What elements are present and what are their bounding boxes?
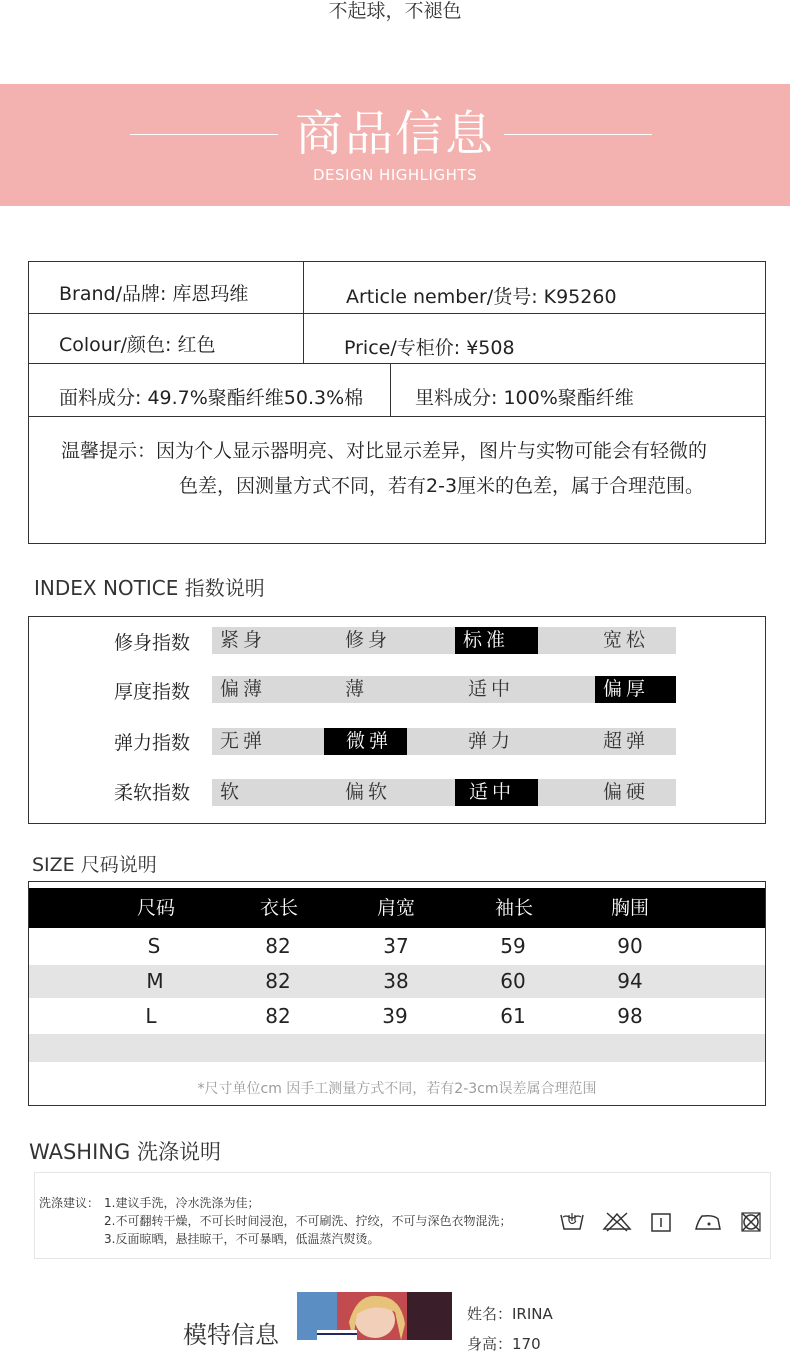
- index-scale: [212, 627, 676, 654]
- table-row: [29, 965, 765, 998]
- banner-title: 商品信息: [294, 106, 495, 162]
- index-option: 偏软: [345, 781, 392, 803]
- index-option: 修身: [345, 629, 392, 651]
- size-cell: S: [147, 934, 161, 958]
- size-cell: 82: [265, 969, 291, 993]
- index-option: 软: [220, 781, 244, 803]
- index-option-selected: 适中: [455, 779, 538, 806]
- size-cell: M: [146, 969, 164, 993]
- size-cell: L: [145, 1004, 157, 1028]
- fabric-cell: 面料成分: 49.7%聚酯纤维50.3%棉: [59, 387, 364, 409]
- table-row: [29, 930, 765, 963]
- divider: [390, 363, 391, 416]
- divider: [29, 313, 765, 314]
- index-option: 弹力: [468, 730, 515, 752]
- size-cell: 90: [617, 934, 643, 958]
- index-scale: [212, 676, 676, 703]
- size-cell: 82: [265, 934, 291, 958]
- index-option-selected: 微弹: [324, 728, 407, 755]
- index-label: 修身指数: [114, 632, 191, 654]
- size-cell: 37: [383, 934, 409, 958]
- lining-cell: 里料成分: 100%聚酯纤维: [415, 387, 634, 409]
- hand-wash-icon: [559, 1211, 585, 1233]
- header-cell: 衣长: [259, 897, 298, 919]
- washing-line: 3.反面晾晒，悬挂晾干，不可暴晒，低温蒸汽熨烫。: [104, 1232, 380, 1246]
- index-option: 适中: [468, 678, 515, 700]
- header-cell: 袖长: [494, 897, 533, 919]
- size-cell: 98: [617, 1004, 643, 1028]
- size-cell: 60: [500, 969, 526, 993]
- washing-label: 洗涤建议：: [39, 1196, 100, 1210]
- no-bleach-icon: [602, 1211, 632, 1233]
- table-row: [29, 1034, 765, 1062]
- divider: [29, 416, 765, 417]
- colour-cell: Colour/颜色: 红色: [59, 334, 216, 356]
- header-cell: 肩宽: [376, 897, 415, 919]
- notice-line-1: 温馨提示：因为个人显示器明亮、对比显示差异，图片与实物可能会有轻微的: [61, 440, 708, 462]
- notice-line-2: 色差，因测量方式不同，若有2-3厘米的色差，属于合理范围。: [179, 475, 705, 497]
- size-table-header: [29, 888, 765, 928]
- size-cell: 61: [500, 1004, 526, 1028]
- washing-line: 2.不可翻转干燥，不可长时间浸泡，不可刷洗、拧绞，不可与深色衣物混洗；: [104, 1214, 512, 1228]
- index-table: [28, 616, 766, 824]
- size-cell: 38: [383, 969, 409, 993]
- banner-subtitle: DESIGN HIGHLIGHTS: [312, 166, 478, 184]
- washing-title: WASHING 洗涤说明: [29, 1140, 221, 1164]
- index-scale: [212, 728, 676, 755]
- index-notice-title: INDEX NOTICE 指数说明: [34, 576, 265, 600]
- model-photo: [297, 1292, 452, 1340]
- index-label: 柔软指数: [114, 782, 191, 804]
- model-photo-image: [297, 1292, 452, 1340]
- top-note: 不起球，不褪色: [328, 0, 462, 22]
- size-table: [28, 881, 766, 1106]
- no-tumble-dry-icon: [739, 1211, 763, 1233]
- index-option: 宽松: [603, 629, 650, 651]
- index-option: 薄: [345, 678, 369, 700]
- index-scale: [212, 779, 676, 806]
- low-iron-icon: [694, 1211, 722, 1233]
- size-cell: 82: [265, 1004, 291, 1028]
- divider: [303, 262, 304, 363]
- index-label: 弹力指数: [114, 732, 191, 754]
- size-title: SIZE 尺码说明: [32, 854, 157, 876]
- section-banner: [0, 84, 790, 206]
- brand-cell: Brand/品牌: 库恩玛维: [59, 283, 249, 305]
- header-cell: 胸围: [610, 897, 649, 919]
- washing-box: [34, 1172, 771, 1259]
- line-dry-icon: [650, 1211, 672, 1233]
- article-number-cell: Article nember/货号: K95260: [346, 286, 617, 308]
- index-option: 偏硬: [603, 781, 650, 803]
- model-info-title: 模特信息: [183, 1321, 279, 1349]
- index-option: 无弹: [220, 730, 267, 752]
- washing-line: 1.建议手洗，冷水洗涤为佳；: [104, 1196, 260, 1210]
- divider: [29, 363, 765, 364]
- product-info-table: [28, 261, 766, 544]
- index-option: 超弹: [603, 730, 650, 752]
- index-option: 偏薄: [220, 678, 267, 700]
- size-cell: 94: [617, 969, 643, 993]
- model-height: 身高：170: [467, 1335, 541, 1353]
- size-cell: 39: [382, 1004, 408, 1028]
- model-name: 姓名：IRINA: [467, 1305, 553, 1323]
- index-option-selected: 偏厚: [595, 676, 676, 703]
- price-cell: Price/专柜价: ¥508: [344, 337, 515, 359]
- table-row: [29, 1000, 765, 1033]
- size-footnote: *尺寸单位cm 因手工测量方式不同，若有2-3cm误差属合理范围: [197, 1081, 597, 1097]
- index-option-selected: 标准: [455, 627, 538, 654]
- size-cell: 59: [500, 934, 526, 958]
- index-option: 紧身: [220, 629, 267, 651]
- index-label: 厚度指数: [114, 681, 191, 703]
- header-cell: 尺码: [136, 897, 175, 919]
